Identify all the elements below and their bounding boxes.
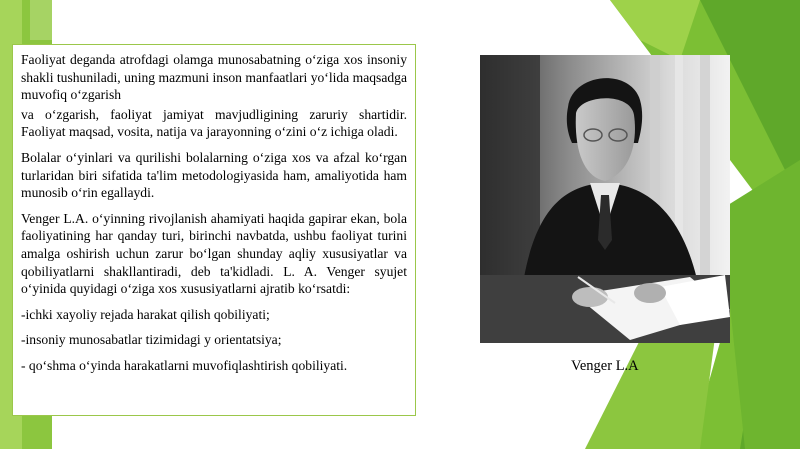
photo-caption: Venger L.A (571, 358, 639, 374)
paragraph-1: Faoliyat deganda atrofdagi olamga munosabatning oʻziga xos insoniy shakli tushuniladi, uning mazmuni inson manfaatlari yoʻlida maqsadga muvofiq oʻzgarish (21, 52, 407, 103)
portrait-photo (480, 55, 730, 343)
paragraph-4: Venger L.A. oʻyinning rivojlanish ahamiyati haqida gapirar ekan, bola faoliyatining har qanday turi, birinchi navbatda, ushbu faoliyat turini amalga oshirish uchun zarur boʻlgan shunday aqliy xususiyatlar va qobiliyatlarni shakllantiradi, deb ta'kidladi. L. A. Venger syujet oʻyinida quyidagi oʻziga xos xususiyatlarni ajratib koʻrsatdi: (21, 210, 407, 297)
list-item-2: -insoniy munosabatlar tizimidagi y orientatsiya; (21, 332, 282, 348)
paragraph-2: va oʻzgarish, faoliyat jamiyat mavjudligining zaruriy shartidir. Faoliyat maqsad, vosita, natija va jarayonning oʻzini oʻz ichiga oladi. (21, 106, 407, 140)
paragraph-3: Bolalar oʻyinlari va qurilishi bolalarning oʻziga xos va afzal koʻrgan turlaridan biri sifatida ta'lim metodologiyasida ham, amaliyotida ham munosib oʻrin egallaydi. (21, 149, 407, 201)
portrait-illustration (480, 55, 730, 343)
text-content-box (12, 44, 416, 416)
top-left-wash (30, 0, 52, 40)
list-item-1: -ichki xayoliy rejada harakat qilish qobiliyati; (21, 306, 270, 322)
list-item-3: - qoʻshma oʻyinda harakatlarni muvofiqlashtirish qobiliyati. (21, 357, 348, 373)
